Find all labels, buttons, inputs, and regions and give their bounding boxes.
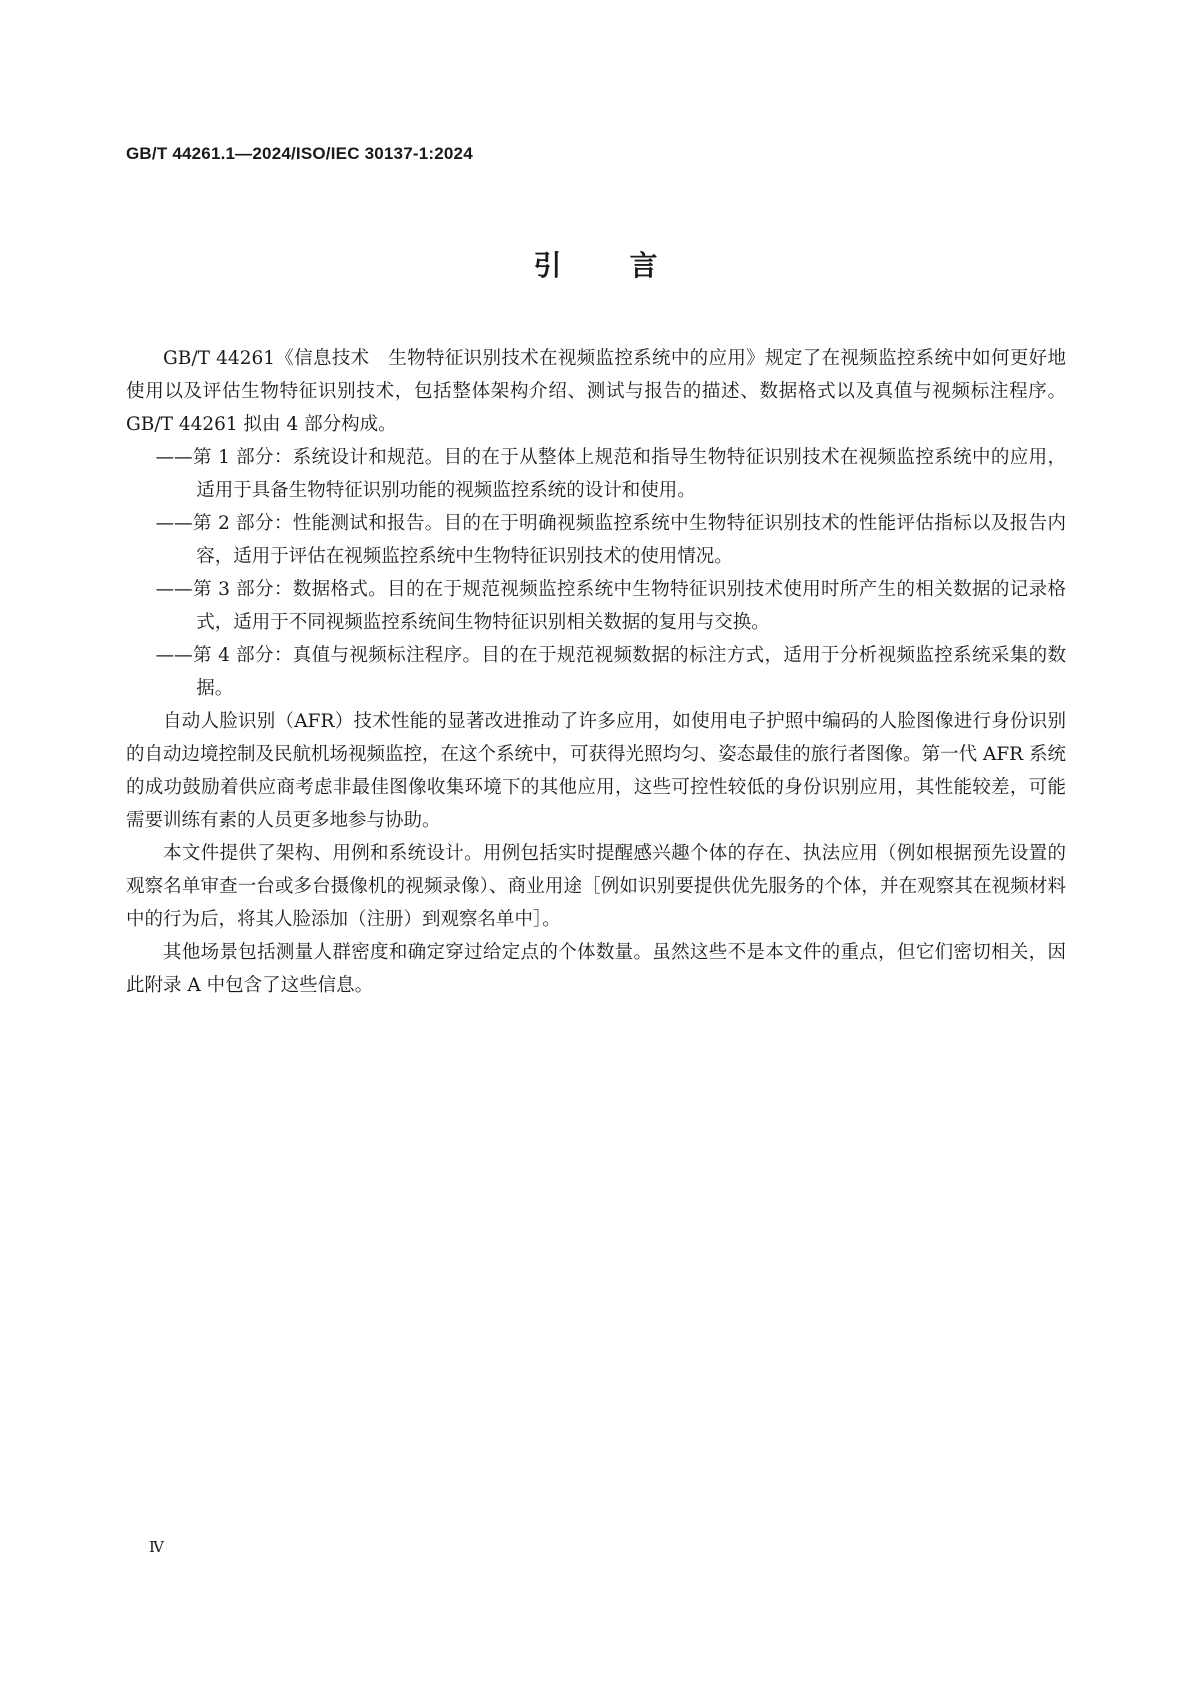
document-body xyxy=(126,342,1066,1002)
part-list-item-4: ——第 4 部分：真值与视频标注程序。目的在于规范视频数据的标注方式，适用于分析视频监控系统采集的数据。 xyxy=(155,645,1066,699)
afr-paragraph: 自动人脸识别（AFR）技术性能的显著改进推动了许多应用，如使用电子护照中编码的人脸图像进行身份识别的自动边境控制及民航机场视频监控，在这个系统中，可获得光照均匀、姿态最佳的旅行者图像。第一代 AFR 系统的成功鼓励着供应商考虑非最佳图像收集环境下的其他应用，这些可控性较低的身份识别应用，其性能较差，可能需要训练有素的人员更多地参与协助。 xyxy=(126,711,1066,831)
part-list-item-1: ——第 1 部分：系统设计和规范。目的在于从整体上规范和指导生物特征识别技术在视频监控系统中的应用，适用于具备生物特征识别功能的视频监控系统的设计和使用。 xyxy=(155,447,1066,501)
use-case-paragraph: 本文件提供了架构、用例和系统设计。用例包括实时提醒感兴趣个体的存在、执法应用（例如根据预先设置的观察名单审查一台或多台摄像机的视频录像）、商业用途［例如识别要提供优先服务的个体，并在观察其在视频材料中的行为后，将其人脸添加（注册）到观察名单中］。 xyxy=(126,843,1066,930)
intro-paragraph: GB/T 44261《信息技术 生物特征识别技术在视频监控系统中的应用》规定了在视频监控系统中如何更好地使用以及评估生物特征识别技术，包括整体架构介绍、测试与报告的描述、数据格式以及真值与视频标注程序。GB/T 44261 拟由 4 部分构成。 xyxy=(126,348,1066,435)
part-list-item-2: ——第 2 部分：性能测试和报告。目的在于明确视频监控系统中生物特征识别技术的性能评估指标以及报告内容，适用于评估在视频监控系统中生物特征识别技术的使用情况。 xyxy=(155,513,1066,567)
page-number: Ⅳ xyxy=(149,1538,164,1556)
part-list-item-3: ——第 3 部分：数据格式。目的在于规范视频监控系统中生物特征识别技术使用时所产生的相关数据的记录格式，适用于不同视频监控系统间生物特征识别相关数据的复用与交换。 xyxy=(155,579,1066,633)
other-scenarios-paragraph: 其他场景包括测量人群密度和确定穿过给定点的个体数量。虽然这些不是本文件的重点，但它们密切相关，因此附录 A 中包含了这些信息。 xyxy=(126,942,1066,996)
standard-number: GB/T 44261.1—2024/ISO/IEC 30137-1:2024 xyxy=(126,144,473,163)
page-title: 引言 xyxy=(533,249,726,282)
